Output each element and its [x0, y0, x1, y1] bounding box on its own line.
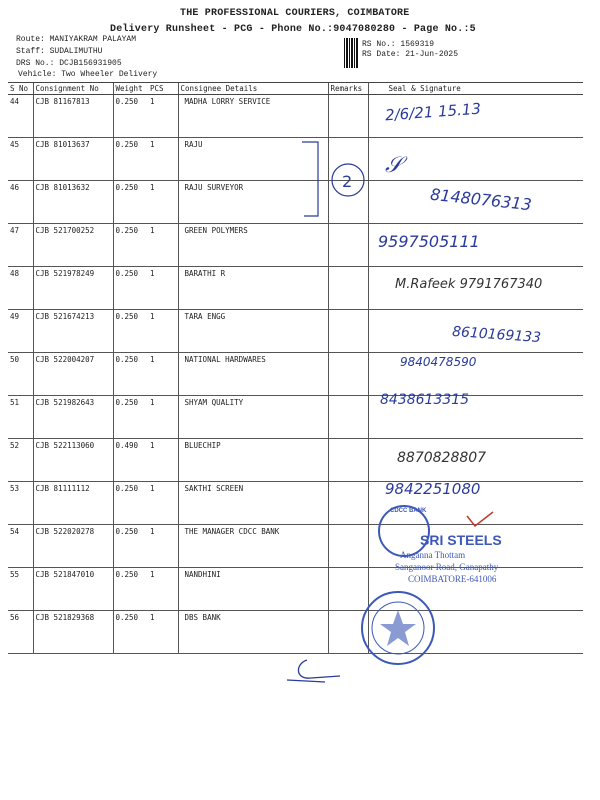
phone-row-51: 8438613315 [380, 392, 470, 408]
cell-weight: 0.250 [113, 95, 148, 138]
cell-weight: 0.250 [113, 482, 148, 525]
table-row [8, 138, 583, 181]
cell-consignee: SHYAM QUALITY [178, 396, 328, 439]
cell-consignment: CJB 522004207 [33, 353, 113, 396]
cell-sno: 48 [8, 267, 33, 310]
cell-remarks [328, 439, 368, 482]
cell-pcs: 1 [148, 482, 178, 525]
cell-consignment: CJB 81013632 [33, 181, 113, 224]
table-row [8, 568, 583, 611]
cell-weight: 0.250 [113, 138, 148, 181]
cell-sno: 52 [8, 439, 33, 482]
cell-consignment: CJB 81013637 [33, 138, 113, 181]
table-row [8, 353, 583, 396]
cell-sno: 47 [8, 224, 33, 267]
cell-consignee: DBS BANK [178, 611, 328, 654]
phone-row-49: 8610169133 [451, 323, 542, 347]
table-row [8, 224, 583, 267]
cell-remarks [328, 396, 368, 439]
cell-sno: 50 [8, 353, 33, 396]
cell-sno: 44 [8, 95, 33, 138]
cell-weight: 0.250 [113, 267, 148, 310]
cell-pcs: 1 [148, 611, 178, 654]
cell-sno: 53 [8, 482, 33, 525]
cell-consignee: THE MANAGER CDCC BANK [178, 525, 328, 568]
steels-stamp-line1: Anganna Thottam [400, 550, 466, 560]
cdcc-bank-seal-label: CDCC BANK [390, 508, 427, 514]
cell-consignment: CJB 521982643 [33, 396, 113, 439]
cell-pcs: 1 [148, 224, 178, 267]
cell-pcs: 1 [148, 353, 178, 396]
col-weight: Weight [113, 83, 148, 95]
cell-remarks [328, 310, 368, 353]
cell-remarks [328, 267, 368, 310]
cell-pcs: 1 [148, 267, 178, 310]
signature-row-48: M.Rafeek 9791767340 [395, 277, 543, 292]
phone-row-53: 9842251080 [385, 480, 481, 498]
phone-row-50: 9840478590 [400, 355, 477, 369]
cell-consignee: GREEN POLYMERS [178, 224, 328, 267]
cell-consignee: NATIONAL HARDWARES [178, 353, 328, 396]
cell-weight: 0.250 [113, 611, 148, 654]
signature-row-44: 2/6/21 15.13 [384, 99, 482, 125]
vehicle: Vehicle: Two Wheeler Delivery [18, 70, 158, 79]
cell-pcs: 1 [148, 138, 178, 181]
signature-mark-row-45: 𝒮 [385, 153, 403, 178]
cell-weight: 0.250 [113, 181, 148, 224]
cell-consignee: RAJU SURVEYOR [178, 181, 328, 224]
cell-sno: 49 [8, 310, 33, 353]
col-sno: S No [8, 83, 33, 95]
cell-sno: 46 [8, 181, 33, 224]
cell-remarks [328, 95, 368, 138]
cell-pcs: 1 [148, 525, 178, 568]
cell-weight: 0.250 [113, 224, 148, 267]
table-row [8, 396, 583, 439]
cell-weight: 0.250 [113, 353, 148, 396]
cell-remarks [328, 482, 368, 525]
cell-remarks [328, 224, 368, 267]
col-remarks: Remarks [328, 83, 368, 95]
cell-consignee: MADHA LORRY SERVICE [178, 95, 328, 138]
cell-consignee: SAKTHI SCREEN [178, 482, 328, 525]
red-tick-mark [465, 510, 495, 530]
cell-sno: 51 [8, 396, 33, 439]
cell-weight: 0.250 [113, 396, 148, 439]
cell-weight: 0.250 [113, 525, 148, 568]
cell-consignment: CJB 521674213 [33, 310, 113, 353]
table-row [8, 95, 583, 138]
cell-weight: 0.250 [113, 568, 148, 611]
table-row [8, 482, 583, 525]
col-consignee: Consignee Details [178, 83, 328, 95]
route: Route: MANIYAKRAM PALAYAM [16, 35, 137, 44]
steels-stamp-line3: COIMBATORE-641006 [408, 574, 497, 584]
table-row [8, 611, 583, 654]
cell-consignee: NANDHINI [178, 568, 328, 611]
cell-pcs: 1 [148, 181, 178, 224]
rs-date: RS Date: 21-Jun-2025 [362, 50, 459, 59]
cell-consignee: BARATHI R [178, 267, 328, 310]
barcode-icon [343, 37, 359, 69]
cell-consignment: CJB 522020278 [33, 525, 113, 568]
cell-sno: 56 [8, 611, 33, 654]
steels-stamp-line2: Sanganoor Road, Ganapathy [395, 562, 499, 572]
cell-sno: 45 [8, 138, 33, 181]
phone-row-52: 8870828807 [397, 450, 487, 466]
runsheet-title: Delivery Runsheet - PCG - Phone No.:9047080280 - Page No.:5 [110, 24, 476, 35]
cell-pcs: 1 [148, 396, 178, 439]
col-consignment: Consignment No [33, 83, 113, 95]
svg-text:2: 2 [342, 172, 353, 191]
col-pcs: PCS [148, 83, 178, 95]
cell-remarks [328, 353, 368, 396]
cell-consignment: CJB 81167813 [33, 95, 113, 138]
cell-pcs: 1 [148, 310, 178, 353]
final-signature-scribble [285, 650, 345, 690]
table-header-row [8, 83, 583, 95]
cell-remarks [328, 525, 368, 568]
cell-consignee: RAJU [178, 138, 328, 181]
cell-consignment: CJB 521700252 [33, 224, 113, 267]
round-seal-icon [358, 588, 438, 668]
drs-no: DRS No.: DCJB156931905 [16, 59, 122, 68]
cell-consignee: BLUECHIP [178, 439, 328, 482]
cell-weight: 0.490 [113, 439, 148, 482]
cell-pcs: 1 [148, 439, 178, 482]
cell-consignee: TARA ENGG [178, 310, 328, 353]
cell-weight: 0.250 [113, 310, 148, 353]
cell-consignment: CJB 521847010 [33, 568, 113, 611]
cell-consignment: CJB 522113060 [33, 439, 113, 482]
phone-row-47: 9597505111 [378, 232, 480, 251]
cell-consignment: CJB 521978249 [33, 267, 113, 310]
staff: Staff: SUDALIMUTHU [16, 47, 103, 56]
rs-no: RS No.: 1569319 [362, 40, 435, 49]
table-row [8, 439, 583, 482]
cell-consignment: CJB 81111112 [33, 482, 113, 525]
col-signature: Seal & Signature [368, 83, 583, 95]
phone-row-46: 8148076313 [429, 184, 533, 215]
company-title: THE PROFESSIONAL COURIERS, COIMBATORE [180, 8, 410, 19]
cell-consignment: CJB 521829368 [33, 611, 113, 654]
bracket-mark [300, 140, 370, 220]
cell-sno: 54 [8, 525, 33, 568]
cell-sno: 55 [8, 568, 33, 611]
steels-stamp-name: SRI STEELS [420, 532, 502, 548]
cell-pcs: 1 [148, 95, 178, 138]
cell-pcs: 1 [148, 568, 178, 611]
